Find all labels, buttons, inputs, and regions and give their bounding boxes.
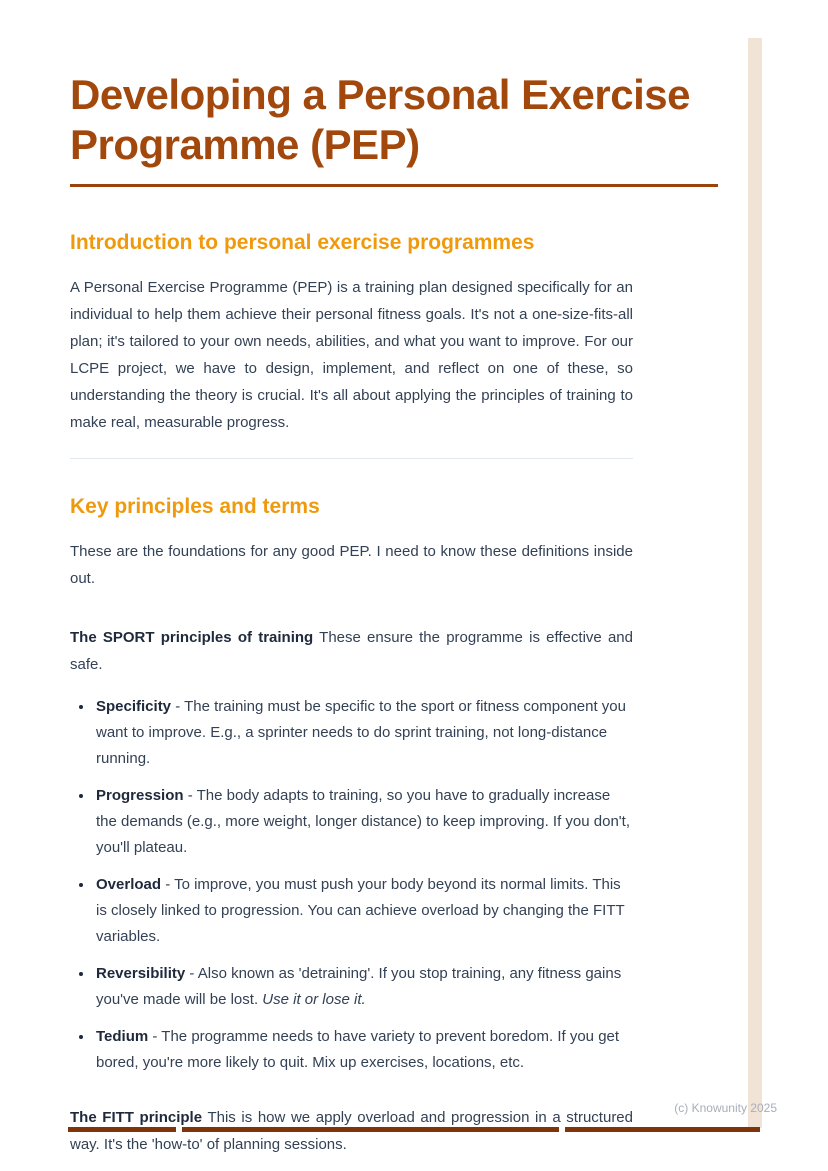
fitt-principle-text: This is how we apply overload and progression in a structured way. It's the 'how-to' of planning sessions. <box>70 1109 633 1153</box>
list-item-overload <box>94 872 633 950</box>
term-specificity: Specificity <box>96 698 172 715</box>
accent-bar-segment-left <box>68 1127 176 1132</box>
term-progression: Progression <box>96 787 184 804</box>
introduction-paragraph: A Personal Exercise Programme (PEP) is a training plan designed specifically for an individual to help them achieve their personal fitness goals. It's not a one-size-fits-all plan; it's tailored to your own needs, abilities, and what you want to improve. For our LCPE project, we have to design, implement, and reflect on one of these, so understanding the theory is crucial. It's all about applying the principles of training to make real, measurable progress. <box>70 279 633 431</box>
section-introduction <box>70 229 718 436</box>
term-overload: Overload <box>96 876 162 893</box>
fitt-principle-lead: The FITT principle <box>70 1109 203 1126</box>
list-item-progression <box>94 783 633 861</box>
bottom-accent-bar <box>68 1127 760 1132</box>
text-tedium: - The programme needs to have variety to prevent boredom. If you get bored, you're more likely to quit. Mix up exercises, locations, etc. <box>96 1028 620 1071</box>
sport-principles-text: These ensure the programme is effective and safe. <box>70 629 633 673</box>
page-title: Developing a Personal Exercise Programme (PEP) <box>70 71 690 168</box>
section-heading-introduction: Introduction to personal exercise programmes <box>70 231 535 254</box>
text-overload: - To improve, you must push your body beyond its normal limits. This is closely linked to progression. You can achieve overload by changing the FITT variables. <box>96 876 625 945</box>
list-item-tedium <box>94 1024 633 1076</box>
section-heading-key-principles: Key principles and terms <box>70 495 320 518</box>
section-key-principles <box>70 493 718 1158</box>
accent-bar-segment-middle <box>182 1127 559 1132</box>
text-reversibility-italic: Use it or lose it. <box>262 991 366 1008</box>
key-principles-intro-paragraph: These are the foundations for any good PEP. I need to know these definitions inside out. <box>70 543 633 587</box>
list-item-specificity <box>94 694 633 772</box>
section-divider <box>70 458 633 459</box>
title-divider-rule <box>70 184 718 187</box>
right-margin-strip <box>748 38 762 1128</box>
note-content <box>70 0 718 1158</box>
text-reversibility: - Also known as 'detraining'. If you stop training, any fitness gains you've made will be lost. <box>96 965 622 1008</box>
list-item-reversibility <box>94 961 633 1013</box>
sport-principles-list <box>70 694 633 1076</box>
sport-principles-paragraph <box>70 624 633 678</box>
sport-principles-lead: The SPORT principles of training <box>70 629 314 646</box>
copyright-credit: (c) Knowunity 2025 <box>674 1101 777 1115</box>
text-specificity: - The training must be specific to the sport or fitness component you want to improve. E.g., a sprinter needs to do sprint training, not long-distance running. <box>96 698 626 767</box>
term-tedium: Tedium <box>96 1028 149 1045</box>
term-reversibility: Reversibility <box>96 965 186 982</box>
accent-bar-segment-right <box>565 1127 760 1132</box>
text-progression: - The body adapts to training, so you have to gradually increase the demands (e.g., more weight, longer distance) to keep improving. If you don't, you'll plateau. <box>96 787 630 856</box>
